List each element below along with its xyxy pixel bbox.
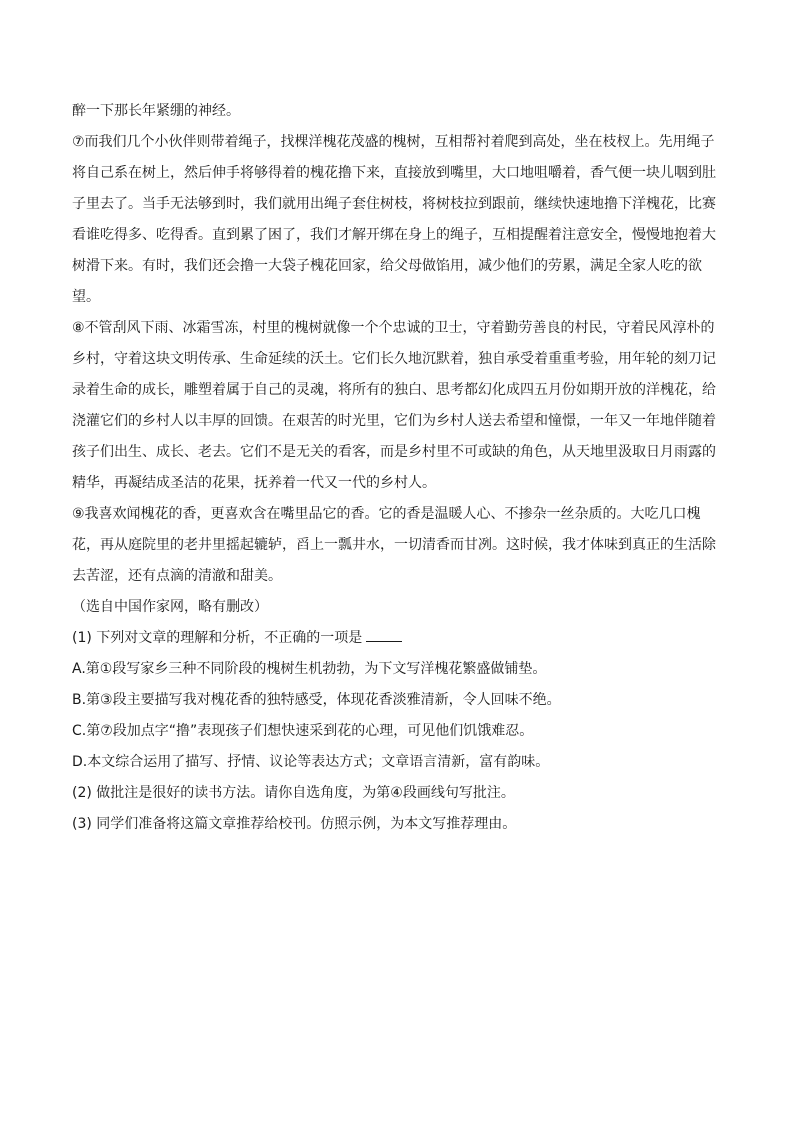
text-line: 去苦涩，还有点滴的清澈和甜美。 (72, 568, 282, 584)
question-3: (3) 同学们准备将这篇文章推荐给校刊。仿照示例，为本文写推荐理由。 (72, 816, 517, 832)
text-line: 树滑下来。有时，我们还会撸一大袋子槐花回家，给父母做馅用，减少他们的劳累，满足全家人吃的欲 (72, 258, 702, 274)
paragraph-8 (72, 313, 722, 499)
document-page (72, 96, 722, 840)
option-a: A.第①段写家乡三种不同阶段的槐树生机勃勃，为下文写洋槐花繁盛做铺垫。 (72, 661, 547, 677)
option-b: B.第③段主要描写我对槐花香的独特感受，体现花香淡雅清新，令人回味不绝。 (72, 692, 561, 708)
text-line: 望。 (72, 289, 100, 305)
text-line: 看谁吃得多、吃得香。直到累了困了，我们才解开绑在身上的绳子，互相提醒着注意安全，慢慢地抱着大 (72, 227, 716, 243)
paragraph-9 (72, 499, 722, 592)
text-line: 浇灌它们的乡村人以丰厚的回馈。在艰苦的时光里，它们为乡村人送去希望和憧憬，一年又一年地伴随着 (72, 413, 716, 429)
paragraph-7 (72, 127, 722, 313)
option-c: C.第⑦段加点字“撸”表现孩子们想快速采到花的心理，可见他们饥饿难忍。 (72, 723, 534, 739)
text-line: 孩子们出生、成长、老去。它们不是无关的看客，而是乡村里不可或缺的角色，从天地里汲取日月雨露的 (72, 444, 716, 460)
question-1-text: (1) 下列对文章的理解和分析，不正确的一项是 (72, 630, 363, 646)
text-line: ⑧不管刮风下雨、冰霜雪冻，村里的槐树就像一个个忠诚的卫士，守着勤劳善良的村民，守着民风淳朴的 (72, 320, 715, 336)
source-note: （选自中国作家网，略有删改） (72, 599, 268, 615)
option-d: D.本文综合运用了描写、抒情、议论等表达方式；文章语言清新，富有韵味。 (72, 754, 550, 770)
answer-blank[interactable] (366, 629, 402, 642)
text-line: 乡村，守着这块文明传承、生命延续的沃土。它们长久地沉默着，独自承受着重重考验，用年轮的刻刀记 (72, 351, 716, 367)
text-line: 花，再从庭院里的老井里摇起辘轳，舀上一瓢井水，一切清香而甘冽。这时候，我才体味到真正的生活除 (72, 537, 716, 553)
text-line: 精华，再凝结成圣洁的花果，抚养着一代又一代的乡村人。 (72, 475, 436, 491)
question-1 (72, 623, 722, 654)
text-line: ⑨我喜欢闻槐花的香，更喜欢含在嘴里品它的香。它的香是温暖人心、不掺杂一丝杂质的。大吃几口槐 (72, 506, 701, 522)
text-line: 录着生命的成长，雕塑着属于自己的灵魂，将所有的独白、思考都幻化成四五月份如期开放的洋槐花，给 (72, 382, 716, 398)
text-line: 醉一下那长年紧绷的神经。 (72, 103, 240, 119)
text-line: 子里去了。当手无法够到时，我们就用出绳子套住树枝，将树枝拉到跟前，继续快速地撸下洋槐花，比赛 (72, 196, 716, 212)
question-2: (2) 做批注是很好的读书方法。请你自选角度，为第④段画线句写批注。 (72, 785, 515, 801)
text-line: ⑦而我们几个小伙伴则带着绳子，找棵洋槐花茂盛的槐树，互相帮衬着爬到高处，坐在枝杈上。先用绳子 (72, 134, 715, 150)
text-line: 将自己系在树上，然后伸手将够得着的槐花撸下来，直接放到嘴里，大口地咀嚼着，香气便一块儿咽到肚 (72, 165, 716, 181)
paragraph-6-tail (72, 96, 722, 127)
